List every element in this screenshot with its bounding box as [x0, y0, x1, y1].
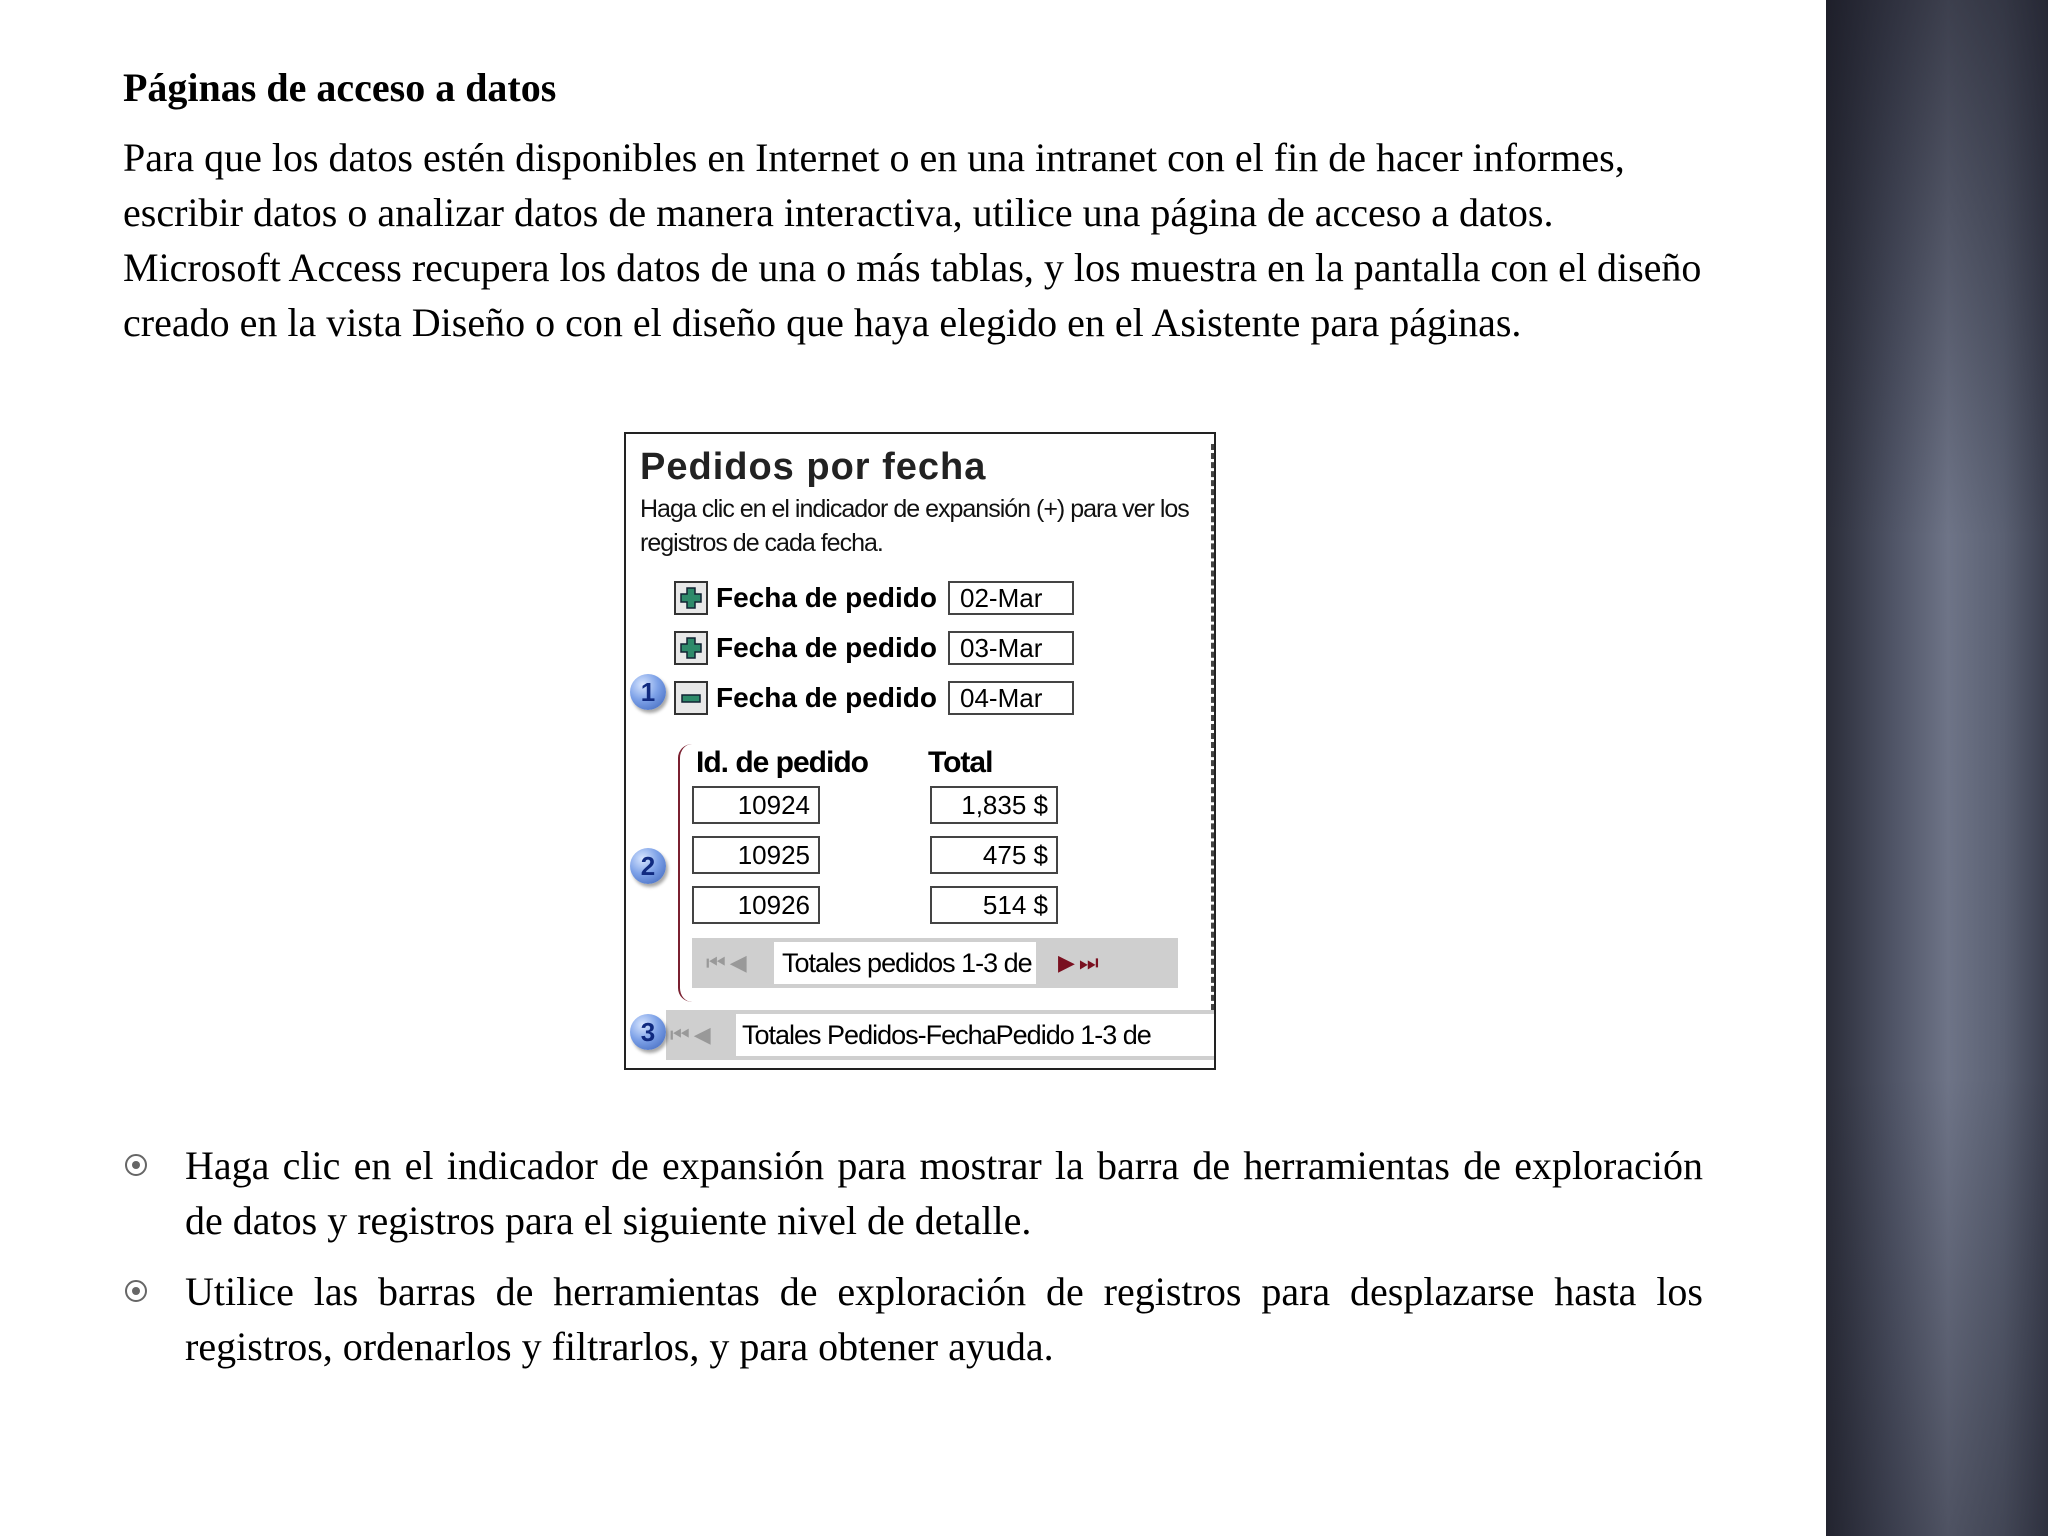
list-item: [123, 1264, 1703, 1374]
date-value: 02-Mar: [948, 581, 1074, 615]
date-value: 03-Mar: [948, 631, 1074, 665]
order-total-cell: 475 $: [930, 836, 1058, 874]
orders-by-date-figure: [624, 432, 1216, 1070]
intro-paragraph: Para que los datos estén disponibles en Internet o en una intranet con el fin de hacer informes, escribir datos o analizar datos de manera interactiva, utilice una página de acceso a datos. Microsoft Access recupera los datos de una o más tablas, y los muestra en la pantalla con el diseño creado en la vista Diseño o con el diseño que haya elegido en el Asistente para páginas.: [123, 135, 1702, 345]
decorative-sidebar: [1826, 0, 2048, 1536]
date-label: Fecha de pedido: [716, 632, 937, 663]
figure-dashed-border: [1211, 444, 1214, 1028]
page-title: Páginas de acceso a datos: [123, 65, 557, 110]
collapse-icon[interactable]: [674, 681, 708, 715]
date-row: [674, 580, 1074, 616]
first-prev-record-icon[interactable]: ⏮◀: [670, 1022, 715, 1047]
expand-icon[interactable]: [674, 631, 708, 665]
callout-badge: 1: [630, 674, 666, 710]
navigator-status: Totales Pedidos-FechaPedido 1-3 de: [736, 1014, 1214, 1056]
bullet-text: Utilice las barras de herramientas de exploración de registros para desplazarse hasta los registros, ordenarlos y filtrarlos, y para obtener ayuda.: [185, 1269, 1703, 1369]
column-header-total: Total: [928, 746, 993, 779]
slide-content: [123, 62, 1703, 350]
first-prev-record-icon[interactable]: ⏮◀: [706, 950, 751, 975]
order-id-cell: 10926: [692, 886, 820, 924]
order-id-cell: 10924: [692, 786, 820, 824]
date-value: 04-Mar: [948, 681, 1074, 715]
callout-badge: 2: [630, 848, 666, 884]
bullet-list: [123, 1138, 1703, 1390]
order-total-cell: 1,835 $: [930, 786, 1058, 824]
figure-subtitle: Haga clic en el indicador de expansión (+) para ver los registros de cada fecha.: [640, 495, 1189, 557]
figure-title: Pedidos por fecha: [640, 446, 987, 488]
date-row: [674, 630, 1074, 666]
date-row: [674, 680, 1074, 716]
date-group-record-navigator: [666, 1010, 1214, 1060]
order-total-cell: 514 $: [930, 886, 1058, 924]
orders-record-navigator: [692, 938, 1178, 988]
date-label: Fecha de pedido: [716, 582, 937, 613]
callout-badge: 3: [630, 1014, 666, 1050]
list-item: [123, 1138, 1703, 1248]
next-last-record-icon[interactable]: ▶⏭: [1058, 950, 1103, 975]
order-id-cell: 10925: [692, 836, 820, 874]
expand-icon[interactable]: [674, 581, 708, 615]
bullet-icon: [125, 1154, 147, 1176]
navigator-status: Totales pedidos 1-3 de: [774, 942, 1036, 984]
bullet-text: Haga clic en el indicador de expansión para mostrar la barra de herramientas de exploración de datos y registros para el siguiente nivel de detalle.: [185, 1143, 1703, 1243]
date-label: Fecha de pedido: [716, 682, 937, 713]
bullet-icon: [125, 1280, 147, 1302]
column-header-order-id: Id. de pedido: [696, 746, 868, 779]
